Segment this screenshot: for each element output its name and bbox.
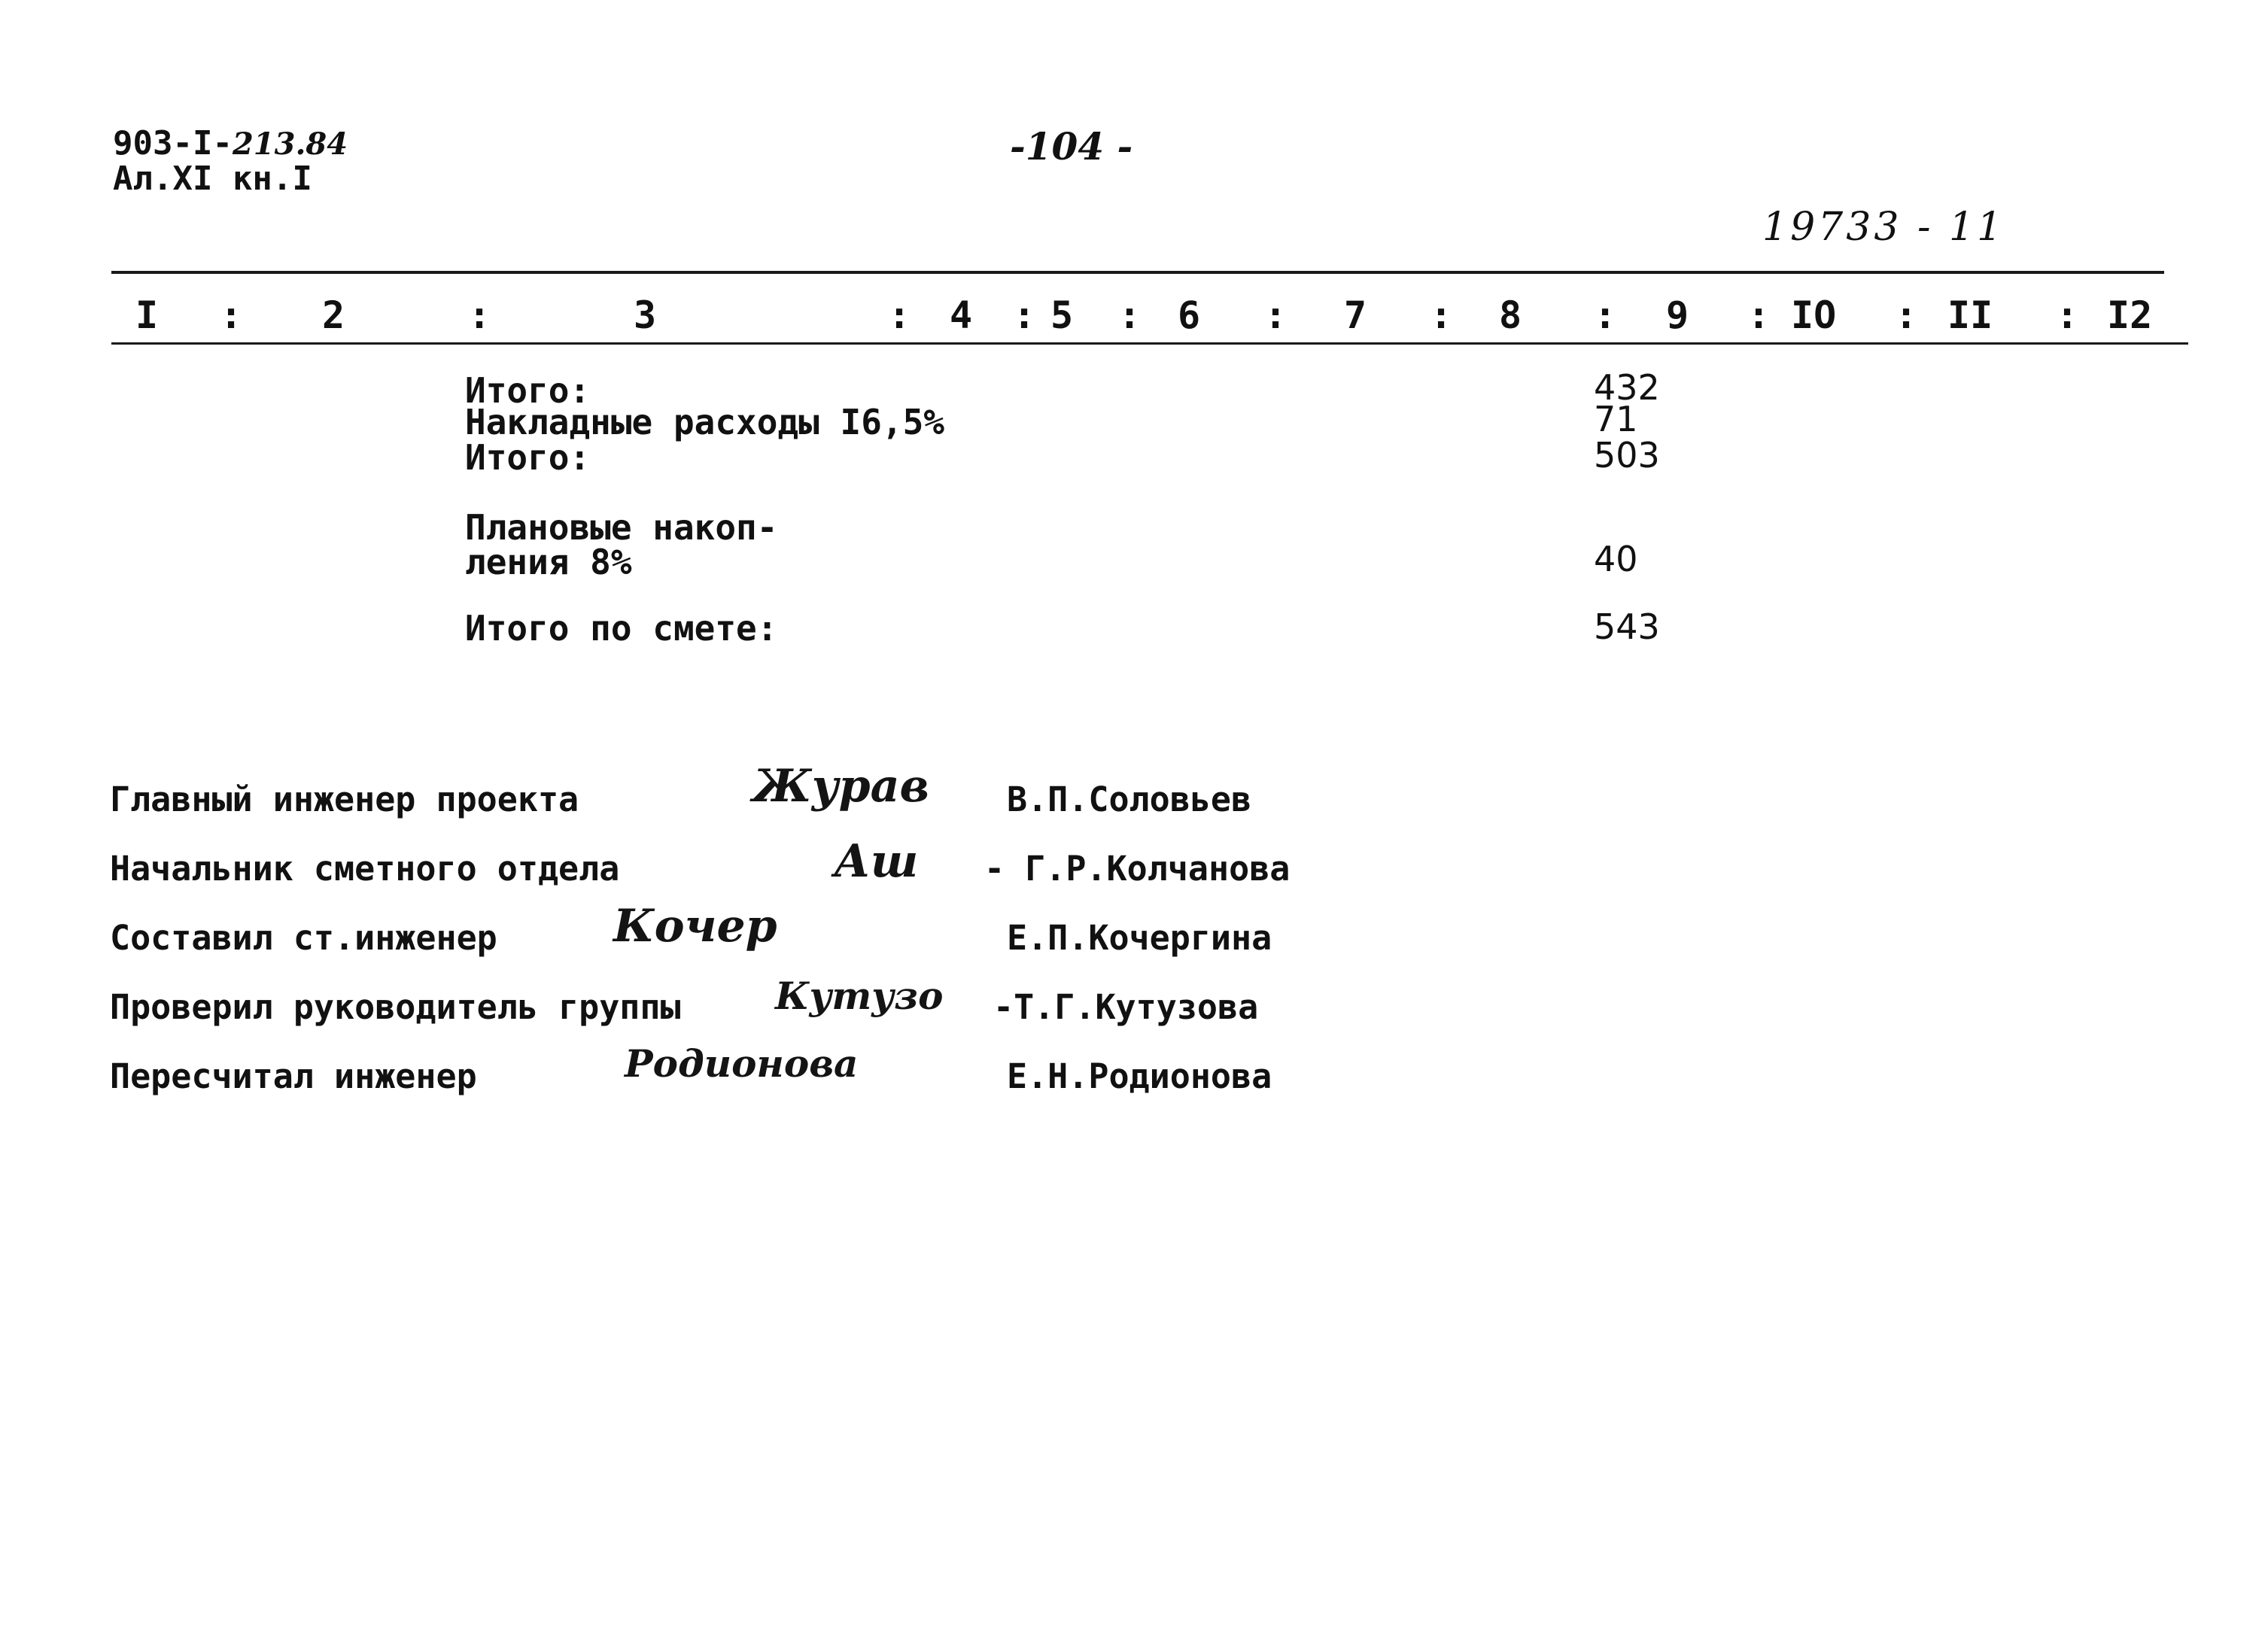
column-number-12: I2	[2107, 293, 2153, 337]
column-number-3: 3	[634, 293, 657, 337]
column-number-2: 2	[322, 293, 345, 337]
row-label-planned-savings-line-2: ления 8%	[465, 542, 632, 582]
signature-role-group-head: Проверил руководитель группы	[110, 987, 681, 1027]
signature-role-compiler: Составил ст.инженер	[110, 918, 497, 958]
column-number-11: II	[1947, 293, 1993, 337]
column-separator: :	[1594, 293, 1617, 337]
signature-name-estimate-head: - Г.Р.Колчанова	[984, 849, 1291, 889]
signature-name-chief-engineer: В.П.Соловьев	[1007, 779, 1252, 819]
row-label-estimate-total: Итого по смете:	[465, 608, 778, 649]
column-separator: :	[888, 293, 911, 337]
column-number-10: IO	[1791, 293, 1837, 337]
row-value-subtotal-1: 432	[1594, 367, 1660, 408]
column-separator: :	[1430, 293, 1453, 337]
signature-role-recalculator: Пересчитал инженер	[110, 1056, 477, 1096]
signature-name-recalculator: Е.Н.Родионова	[1007, 1056, 1272, 1096]
column-separator: :	[1895, 293, 1918, 337]
document-code-line-1	[113, 126, 348, 162]
handwritten-signature: Кутузо	[775, 974, 944, 1018]
row-label-overhead: Накладные расходы I6,5%	[465, 402, 944, 442]
signature-name-group-head: -Т.Г.Кутузова	[993, 987, 1259, 1027]
column-number-7: 7	[1344, 293, 1367, 337]
row-label-planned-savings-line-1: Плановые накоп-	[465, 507, 778, 548]
column-separator: :	[1747, 293, 1771, 337]
column-separator: :	[1118, 293, 1142, 337]
signature-role-estimate-head: Начальник сметного отдела	[110, 849, 620, 889]
document-code-printed: 903-I-	[113, 124, 233, 163]
handwritten-signature: Журав	[752, 760, 929, 813]
column-separator: :	[1264, 293, 1288, 337]
handwritten-signature: Аш	[834, 835, 919, 888]
column-number-9: 9	[1666, 293, 1689, 337]
row-label-subtotal-2: Итого:	[465, 437, 591, 478]
signature-role-chief-engineer: Главный инженер проекта	[110, 779, 579, 819]
handwritten-signature: Родионова	[625, 1041, 859, 1086]
column-number-4: 4	[950, 293, 973, 337]
column-separator: :	[2056, 293, 2079, 337]
column-number-5: 5	[1050, 293, 1074, 337]
table-header-rule	[111, 342, 2188, 345]
column-number-8: 8	[1499, 293, 1522, 337]
signature-name-compiler: Е.П.Кочергина	[1007, 918, 1272, 958]
handwritten-signature: Кочер	[613, 900, 777, 953]
archive-number: 19733 - 11	[1762, 205, 2005, 250]
column-number-1: I	[135, 293, 159, 337]
row-value-overhead: 71	[1594, 399, 1638, 439]
column-separator: :	[1013, 293, 1036, 337]
document-code-handwritten: 213.84	[232, 126, 348, 162]
document-code-line-2: Ал.XI кн.I	[113, 160, 312, 198]
column-separator: :	[468, 293, 491, 337]
row-value-planned-savings: 40	[1594, 539, 1638, 579]
row-label-subtotal-1: Итого:	[465, 370, 591, 411]
row-value-estimate-total: 543	[1594, 606, 1660, 647]
document-code	[113, 126, 348, 196]
column-separator: :	[220, 293, 243, 337]
table-top-rule	[111, 271, 2164, 274]
column-number-6: 6	[1178, 293, 1201, 337]
row-value-subtotal-2: 503	[1594, 435, 1660, 476]
page-number: -104 -	[1010, 124, 1133, 169]
